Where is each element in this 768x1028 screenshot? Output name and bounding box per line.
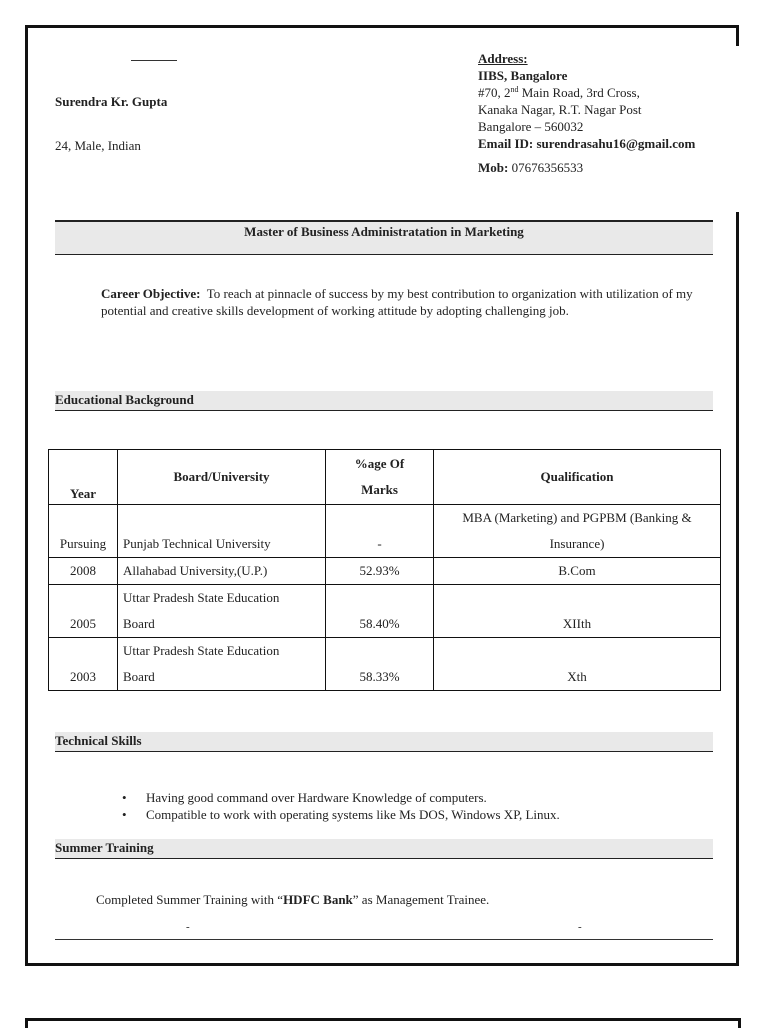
table-row xyxy=(49,585,721,638)
email-line: Email ID: surendrasahu16@gmail.com xyxy=(478,136,696,151)
mobile-line: Mob: 07676356533 xyxy=(478,160,584,175)
email-link[interactable]: surendrasahu16@gmail.com xyxy=(536,136,696,151)
cell-year: 2008 xyxy=(49,558,118,585)
border-gap xyxy=(736,46,744,212)
company-name: HDFC Bank xyxy=(283,892,353,907)
cell-year: 2005 xyxy=(49,585,118,638)
technical-section-title: Technical Skills xyxy=(55,733,142,748)
degree-title: Master of Business Administratation in Marketing xyxy=(244,224,524,239)
address-label: Address: xyxy=(478,51,528,66)
summer-training-text: Completed Summer Training with “HDFC Bank” as Management Trainee. xyxy=(96,892,490,907)
next-page-border xyxy=(25,1018,741,1028)
address-org: IIBS, Bangalore xyxy=(478,68,568,83)
table-row xyxy=(49,638,721,691)
cell-qualification: B.Com xyxy=(434,558,721,585)
header-rule xyxy=(131,60,177,61)
cell-board: Uttar Pradesh State Education Board xyxy=(118,638,326,691)
cell-qualification: XIIth xyxy=(434,585,721,638)
cell-year: 2003 xyxy=(49,638,118,691)
address-block xyxy=(478,50,695,176)
technical-section-band xyxy=(55,732,713,752)
cell-marks: 58.40% xyxy=(326,585,434,638)
education-section-band xyxy=(55,391,713,411)
candidate-name: Surendra Kr. Gupta xyxy=(55,94,168,109)
career-objective: Career Objective: To reach at pinnacle of success by my best contribution to organization with utilization of my potential and creative skills development of working attitude by adopting challenging job. xyxy=(101,286,693,318)
header-qualification: Qualification xyxy=(434,450,721,505)
cell-board: Uttar Pradesh State Education Board xyxy=(118,585,326,638)
degree-band xyxy=(55,220,713,255)
cell-marks: - xyxy=(326,505,434,558)
header-year: Year xyxy=(49,450,118,505)
table-row xyxy=(49,558,721,585)
address-line-3: Bangalore – 560032 xyxy=(478,119,584,134)
list-item: • Compatible to work with operating systems like Ms DOS, Windows XP, Linux. xyxy=(120,806,560,823)
footer-dash-right: - xyxy=(578,921,582,933)
footer-rule xyxy=(55,939,713,940)
list-item: • Having good command over Hardware Knowledge of computers. xyxy=(120,789,560,806)
summer-section-band xyxy=(55,839,713,859)
cell-qualification: Xth xyxy=(434,638,721,691)
cell-qualification: MBA (Marketing) and PGPBM (Banking & Insurance) xyxy=(434,505,721,558)
cell-board: Allahabad University,(U.P.) xyxy=(118,558,326,585)
cell-marks: 52.93% xyxy=(326,558,434,585)
summer-section-title: Summer Training xyxy=(55,840,154,855)
address-line-1: #70, 2nd Main Road, 3rd Cross, xyxy=(478,85,640,100)
address-line-2: Kanaka Nagar, R.T. Nagar Post xyxy=(478,102,642,117)
footer-dash-left: - xyxy=(186,921,190,933)
technical-skills-list xyxy=(120,789,560,823)
candidate-meta: 24, Male, Indian xyxy=(55,138,141,153)
header-marks: %age Of Marks xyxy=(326,450,434,505)
cell-marks: 58.33% xyxy=(326,638,434,691)
table-row xyxy=(49,505,721,558)
table-header-row xyxy=(49,450,721,505)
cell-board: Punjab Technical University xyxy=(118,505,326,558)
education-section-title: Educational Background xyxy=(55,392,194,407)
cell-year: Pursuing xyxy=(49,505,118,558)
header-board: Board/University xyxy=(118,450,326,505)
education-table xyxy=(48,449,721,691)
